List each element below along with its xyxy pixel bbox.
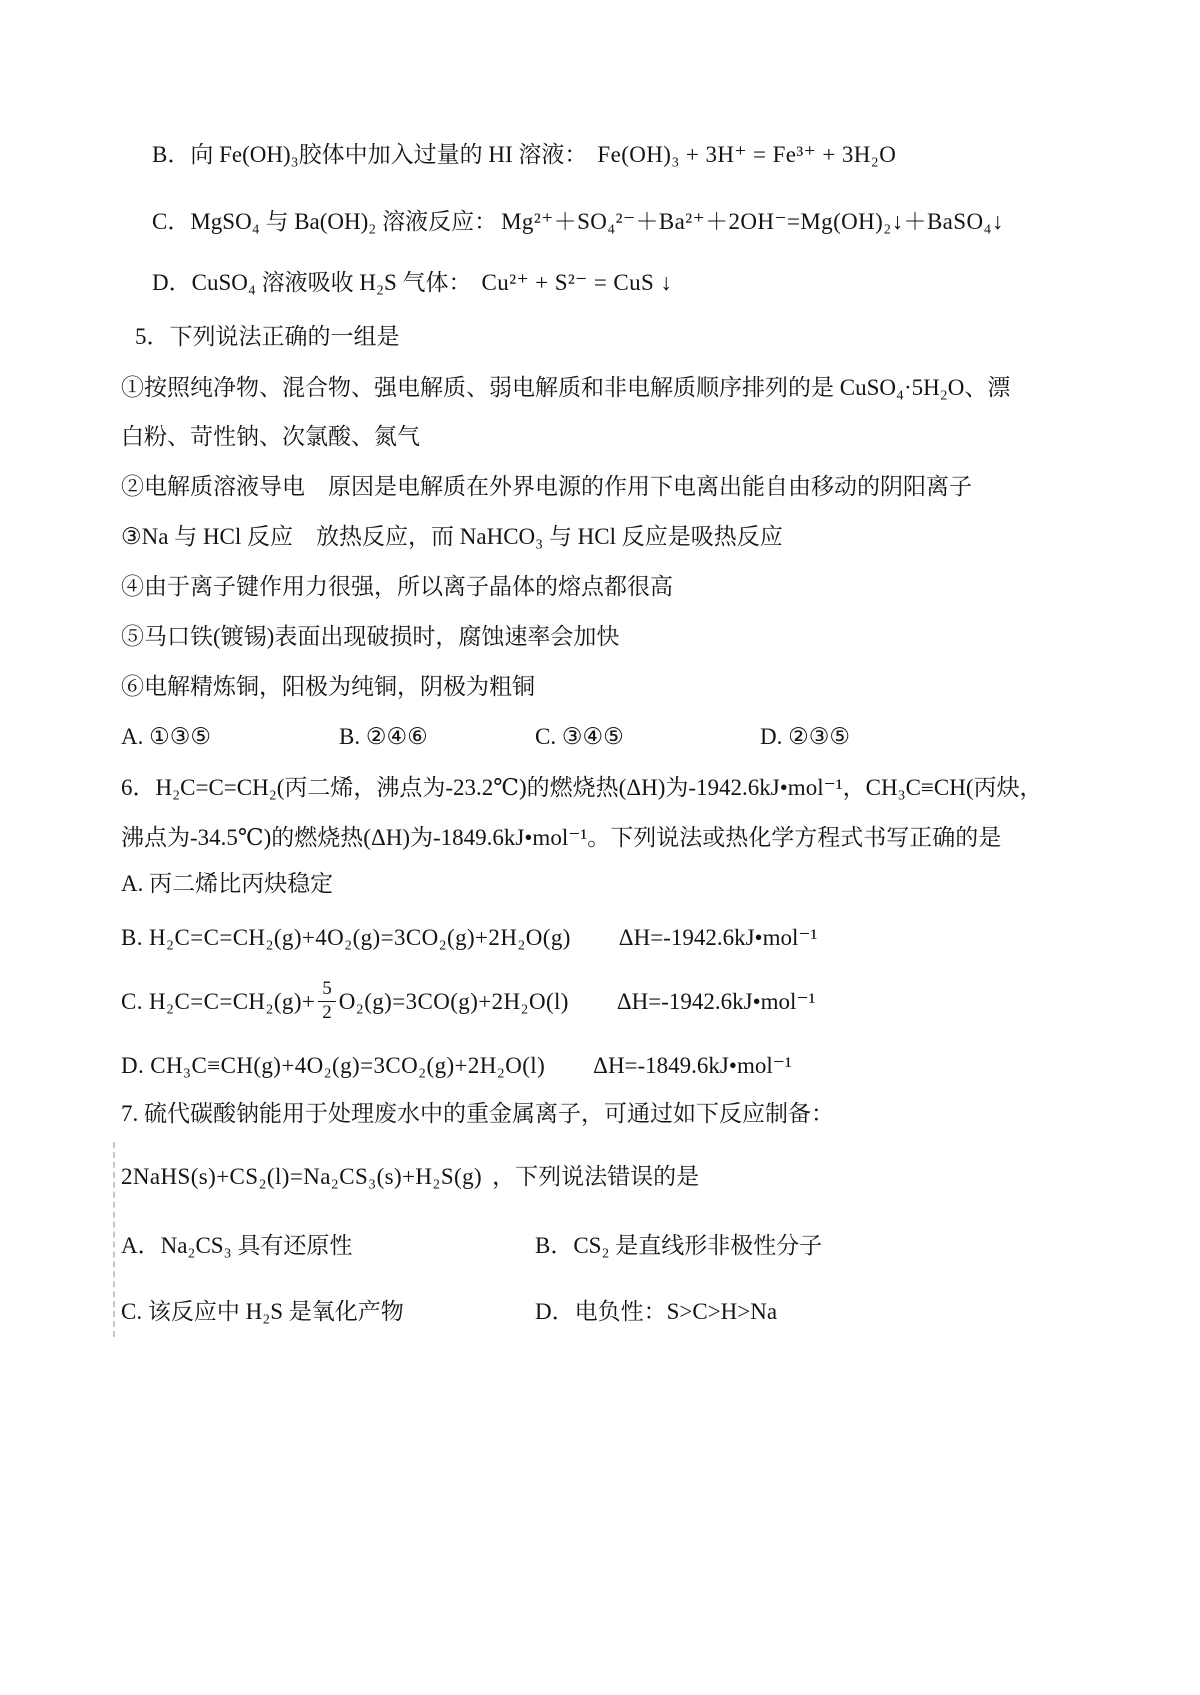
- q7-option-a: A．Na₂CS₃ 具有还原性: [121, 1232, 353, 1258]
- q7-equation-suffix: ，下列说法错误的是: [492, 1163, 700, 1189]
- q6-option-c-pre: C. H₂C=C=CH₂(g)+: [121, 988, 316, 1014]
- q5-statement-6: [121, 671, 1155, 702]
- q6-option-d-equation: D. CH₃C≡CH(g)+4O₂(g)=3CO₂(g)+2H₂O(l): [121, 1052, 546, 1078]
- q6-stem-line2-text: 沸点为-34.5℃)的燃烧热(ΔH)为-1849.6kJ•mol⁻¹。下列说法或热化学方程式书写正确的是: [121, 825, 1002, 850]
- q5-statement-2: [121, 471, 1155, 502]
- q6-option-b-equation: B. H₂C=C=CH₂(g)+4O₂(g)=3CO₂(g)+2H₂O(g): [121, 925, 571, 950]
- q6-option-d: [121, 1050, 1155, 1081]
- q7-option-b: B．CS₂ 是直线形非极性分子: [535, 1232, 823, 1258]
- q5-statement-3: [121, 521, 1155, 552]
- q5-statement-1-continued-text: 白粉、苛性钠、次氯酸、氮气: [121, 424, 420, 449]
- q5-statement-4-text: ④由于离子键作用力很强，所以离子晶体的熔点都很高: [121, 574, 673, 599]
- q5-statement-5-text: ⑤马口铁(镀锡)表面出现破损时，腐蚀速率会加快: [121, 624, 620, 649]
- q4-option-b-equation: Fe(OH)₃ + 3H⁺ = Fe³⁺ + 3H₂O: [597, 142, 897, 167]
- q4-option-c-text: C．MgSO₄ 与 Ba(OH)₂ 溶液反应：: [152, 209, 498, 234]
- q7-options-cd: [121, 1296, 1155, 1327]
- q5-statement-2-text: ②电解质溶液导电 原因是电解质在外界电源的作用下电离出能自由移动的阴阳离子: [121, 474, 972, 499]
- q6-stem-line1-text: 6．H₂C=C=CH₂(丙二烯，沸点为-23.2℃)的燃烧热(ΔH)为-1942.6kJ•mol⁻¹，CH₃C≡CH(丙炔，: [121, 775, 1043, 800]
- q7-stem-text: 7. 硫代碳酸钠能用于处理废水中的重金属离子，可通过如下反应制备：: [121, 1100, 834, 1126]
- q5-statement-4: [121, 571, 1155, 602]
- q4-option-d-text: D．CuSO₄ 溶液吸收 H₂S 气体：: [152, 270, 472, 295]
- q5-choice-d: D. ②③⑤: [760, 724, 850, 749]
- q4-option-d-equation: Cu²⁺ + S²⁻ = CuS ↓: [481, 270, 673, 295]
- q5-choice-a: A. ①③⑤: [121, 724, 211, 749]
- q6-option-a-text: A. 丙二烯比丙炔稳定: [121, 871, 334, 896]
- q7-equation-line: [121, 1161, 1155, 1192]
- q5-choice-b: B. ②④⑥: [339, 724, 428, 749]
- q7-option-c: C. 该反应中 H₂S 是氧化产物: [121, 1298, 404, 1324]
- q7-option-d: D．电负性：S>C>H>Na: [535, 1298, 778, 1324]
- q4-option-c: [121, 206, 1155, 237]
- q5-choices: [121, 721, 1155, 752]
- q4-option-d: [121, 267, 1155, 298]
- q5-stem-text: 5．下列说法正确的一组是: [135, 324, 400, 349]
- q6-option-b-delta-h: ΔH=-1942.6kJ•mol⁻¹: [618, 925, 818, 950]
- q4-option-b: [121, 139, 1155, 170]
- q6-option-c-post: O₂(g)=3CO(g)+2H₂O(l): [338, 988, 569, 1014]
- q6-option-a: [121, 868, 1155, 899]
- q5-statement-1: [121, 372, 1155, 403]
- q6-option-d-delta-h: ΔH=-1849.6kJ•mol⁻¹: [593, 1052, 792, 1078]
- q5-stem: [121, 321, 1155, 352]
- q6-stem-line2: [121, 822, 1155, 853]
- q5-statement-6-text: ⑥电解精炼铜，阳极为纯铜，阴极为粗铜: [121, 674, 535, 699]
- q5-statement-5: [121, 621, 1155, 652]
- q5-statement-3-text: ③Na 与 HCl 反应 放热反应，而 NaHCO₃ 与 HCl 反应是吸热反应: [121, 524, 783, 549]
- q5-choice-c: C. ③④⑤: [535, 724, 624, 749]
- fraction-denominator: 2: [322, 1001, 332, 1023]
- q6-stem-line1: [121, 772, 1155, 803]
- q7-stem: [121, 1098, 1155, 1129]
- q7-equation: 2NaHS(s)+CS₂(l)=Na₂CS₃(s)+H₂S(g): [121, 1163, 483, 1189]
- q4-option-c-equation: Mg²⁺＋SO₄²⁻＋Ba²⁺＋2OH⁻=Mg(OH)₂↓＋BaSO₄↓: [501, 209, 1004, 234]
- q7-options-ab: [121, 1230, 1155, 1261]
- fraction-numerator: 5: [318, 979, 336, 1002]
- q6-option-c: [121, 979, 1155, 1024]
- q4-option-b-text: B．向 Fe(OH)₃胶体中加入过量的 HI 溶液：: [152, 142, 588, 167]
- q5-statement-1-continued: [121, 421, 1155, 452]
- q6-option-c-delta-h: ΔH=-1942.6kJ•mol⁻¹: [616, 988, 816, 1014]
- q6-option-b: [121, 922, 1155, 953]
- fraction-five-halves: [318, 979, 336, 1024]
- q5-statement-1-text: ①按照纯净物、混合物、强电解质、弱电解质和非电解质顺序排列的是 CuSO₄·5H₂O、漂: [121, 375, 1011, 400]
